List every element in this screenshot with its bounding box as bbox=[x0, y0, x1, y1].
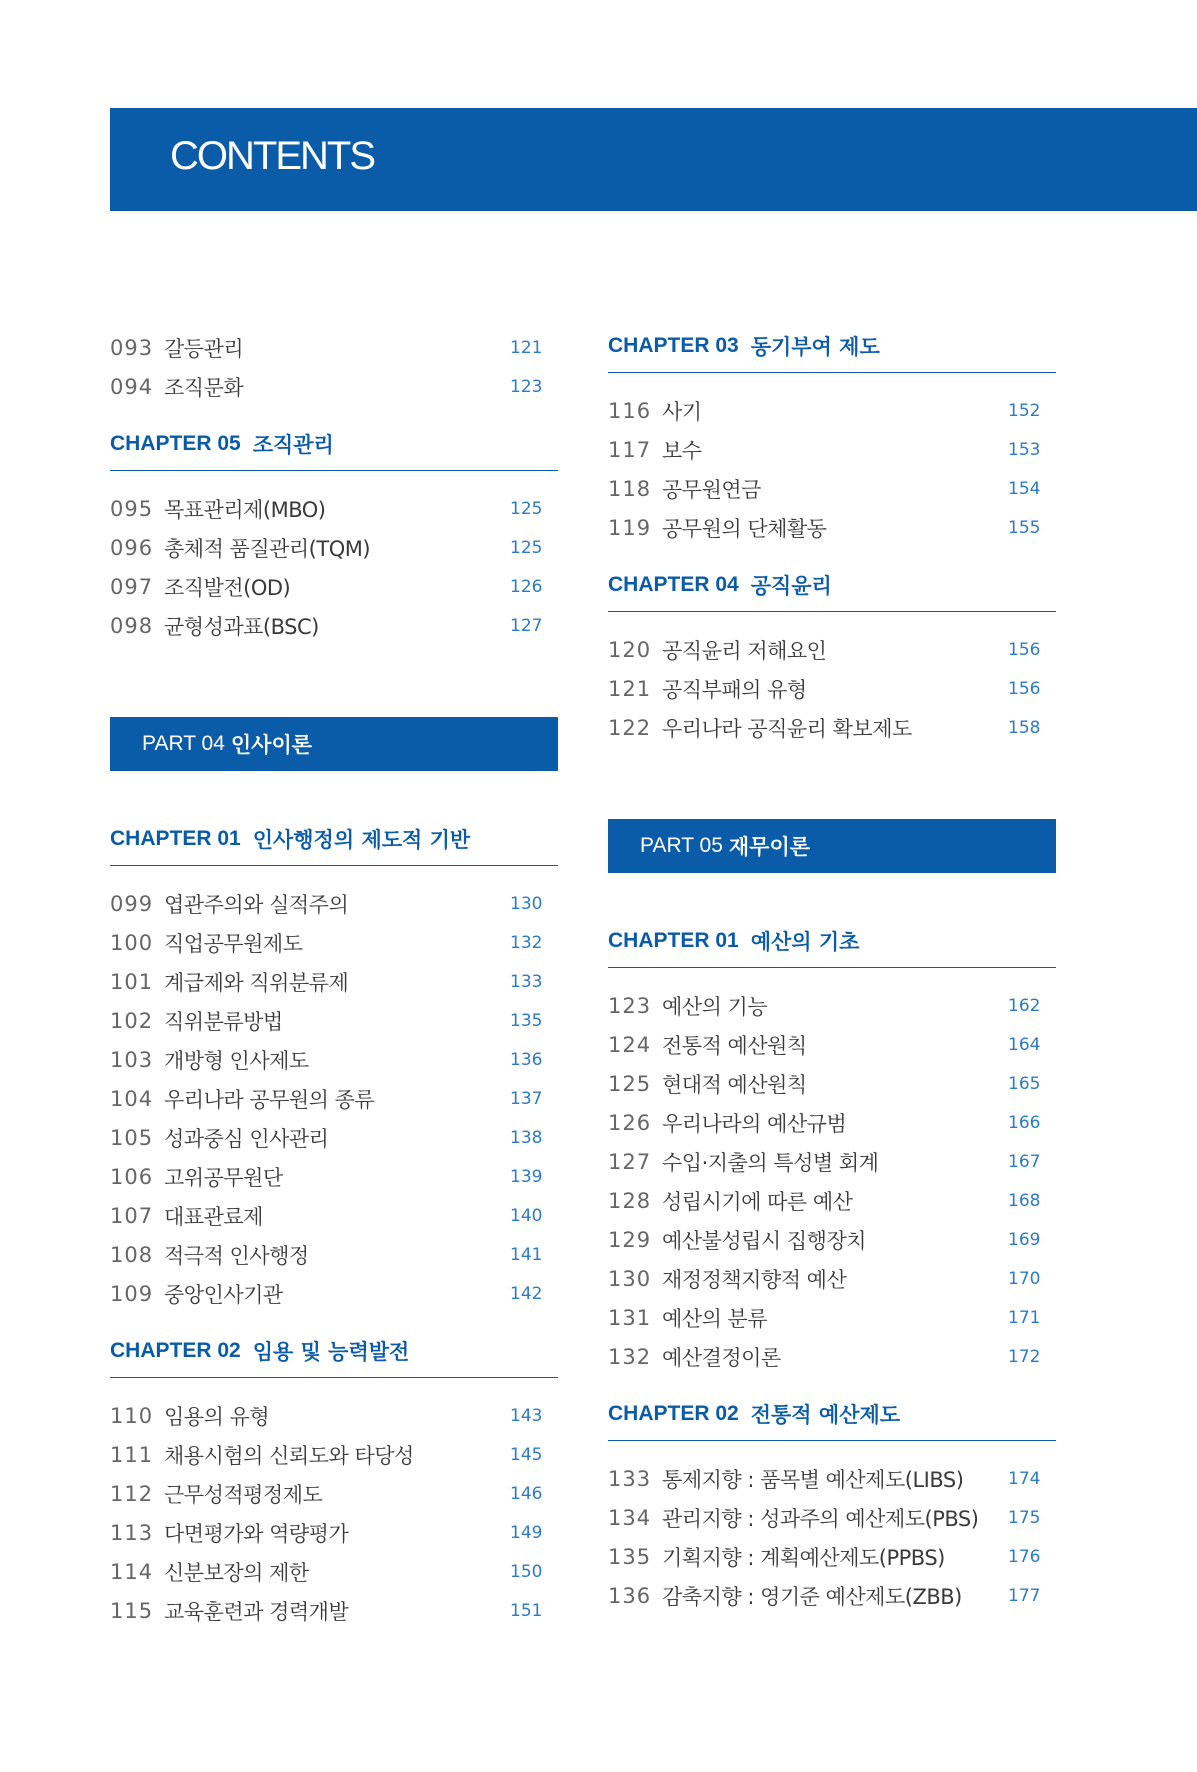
toc-entry[interactable] bbox=[608, 1181, 1056, 1220]
chapter-label: CHAPTER 04 bbox=[608, 573, 739, 596]
toc-entry[interactable] bbox=[608, 1142, 1056, 1181]
entry-title: 예산결정이론 bbox=[662, 1345, 781, 1370]
entry-page: 139 bbox=[510, 1166, 543, 1187]
toc-entry[interactable] bbox=[110, 1001, 558, 1040]
entry-page: 150 bbox=[510, 1561, 543, 1582]
chapter-heading bbox=[608, 1396, 1056, 1441]
toc-entry[interactable] bbox=[110, 1396, 558, 1435]
entry-page: 168 bbox=[1008, 1190, 1041, 1211]
toc-entry[interactable] bbox=[608, 708, 1056, 747]
entry-page: 171 bbox=[1008, 1307, 1041, 1328]
entry-number: 098 bbox=[110, 613, 154, 638]
entry-group bbox=[608, 630, 1056, 747]
entry-page: 175 bbox=[1008, 1507, 1041, 1528]
entry-number: 130 bbox=[608, 1266, 652, 1291]
entry-number: 095 bbox=[110, 496, 154, 521]
toc-entry[interactable] bbox=[608, 986, 1056, 1025]
toc-entry[interactable] bbox=[110, 884, 558, 923]
entry-page: 143 bbox=[510, 1405, 543, 1426]
entry-group bbox=[110, 328, 558, 406]
entry-title: 성과중심 인사관리 bbox=[164, 1126, 329, 1151]
toc-entry[interactable] bbox=[608, 1337, 1056, 1376]
toc-entry[interactable] bbox=[110, 528, 558, 567]
entry-page: 135 bbox=[510, 1010, 543, 1031]
entry-page: 169 bbox=[1008, 1229, 1041, 1250]
toc-entry[interactable] bbox=[608, 1459, 1056, 1498]
toc-entry[interactable] bbox=[110, 328, 558, 367]
toc-entry[interactable] bbox=[608, 1220, 1056, 1259]
entry-title: 사기 bbox=[662, 399, 702, 424]
entry-page: 172 bbox=[1008, 1346, 1041, 1367]
toc-entry[interactable] bbox=[608, 1576, 1056, 1615]
chapter-heading bbox=[110, 821, 558, 866]
entry-page: 126 bbox=[510, 576, 543, 597]
entry-number: 102 bbox=[110, 1008, 154, 1033]
entry-page: 156 bbox=[1008, 639, 1041, 660]
entry-group bbox=[110, 489, 558, 645]
entry-title: 채용시험의 신뢰도와 타당성 bbox=[164, 1443, 414, 1468]
toc-entry[interactable] bbox=[608, 391, 1056, 430]
entry-title: 예산의 분류 bbox=[662, 1306, 768, 1331]
entry-page: 167 bbox=[1008, 1151, 1041, 1172]
entry-number: 096 bbox=[110, 535, 154, 560]
entry-page: 149 bbox=[510, 1522, 543, 1543]
entry-page: 137 bbox=[510, 1088, 543, 1109]
toc-entry[interactable] bbox=[110, 489, 558, 528]
entry-title: 예산의 기능 bbox=[662, 994, 768, 1019]
entry-number: 134 bbox=[608, 1505, 652, 1530]
entry-title: 계급제와 직위분류제 bbox=[164, 970, 349, 995]
entry-title: 공직윤리 저해요인 bbox=[662, 638, 827, 663]
entry-title: 총체적 품질관리(TQM) bbox=[164, 536, 371, 561]
entry-title: 수입·지출의 특성별 회계 bbox=[662, 1150, 879, 1175]
toc-entry[interactable] bbox=[608, 469, 1056, 508]
entry-page: 165 bbox=[1008, 1073, 1041, 1094]
part-label: PART 04 bbox=[142, 732, 225, 755]
part-heading bbox=[608, 819, 1056, 873]
toc-entry[interactable] bbox=[110, 367, 558, 406]
toc-entry[interactable] bbox=[110, 1196, 558, 1235]
entry-title: 공직부패의 유형 bbox=[662, 677, 807, 702]
entry-number: 113 bbox=[110, 1520, 154, 1545]
entry-page: 145 bbox=[510, 1444, 543, 1465]
toc-entry[interactable] bbox=[110, 923, 558, 962]
entry-page: 177 bbox=[1008, 1585, 1041, 1606]
toc-entry[interactable] bbox=[608, 1259, 1056, 1298]
entry-title: 보수 bbox=[662, 438, 702, 463]
toc-entry[interactable] bbox=[608, 1103, 1056, 1142]
entry-page: 170 bbox=[1008, 1268, 1041, 1289]
entry-group bbox=[608, 1459, 1056, 1615]
entry-title: 신분보장의 제한 bbox=[164, 1560, 309, 1585]
entry-number: 121 bbox=[608, 676, 652, 701]
entry-number: 109 bbox=[110, 1281, 154, 1306]
entry-number: 115 bbox=[110, 1598, 154, 1623]
entry-title: 교육훈련과 경력개발 bbox=[164, 1599, 349, 1624]
entry-title: 공무원의 단체활동 bbox=[662, 516, 827, 541]
entry-number: 133 bbox=[608, 1466, 652, 1491]
part-heading bbox=[110, 717, 558, 771]
toc-entry[interactable] bbox=[110, 1079, 558, 1118]
entry-title: 직위분류방법 bbox=[164, 1009, 283, 1034]
entry-group bbox=[608, 986, 1056, 1376]
entry-title: 임용의 유형 bbox=[164, 1404, 270, 1429]
entry-number: 104 bbox=[110, 1086, 154, 1111]
entry-page: 174 bbox=[1008, 1468, 1041, 1489]
entry-number: 132 bbox=[608, 1344, 652, 1369]
entry-page: 133 bbox=[510, 971, 543, 992]
entry-number: 106 bbox=[110, 1164, 154, 1189]
toc-entry[interactable] bbox=[110, 1591, 558, 1630]
entry-number: 097 bbox=[110, 574, 154, 599]
entry-title: 현대적 예산원칙 bbox=[662, 1072, 807, 1097]
entry-number: 126 bbox=[608, 1110, 652, 1135]
entry-title: 전통적 예산원칙 bbox=[662, 1033, 807, 1058]
entry-number: 114 bbox=[110, 1559, 154, 1584]
chapter-label: CHAPTER 01 bbox=[110, 827, 241, 850]
entry-page: 132 bbox=[510, 932, 543, 953]
toc-entry[interactable] bbox=[608, 630, 1056, 669]
toc-entry[interactable] bbox=[110, 1118, 558, 1157]
toc-entry[interactable] bbox=[110, 962, 558, 1001]
left-column bbox=[110, 328, 558, 1630]
chapter-heading bbox=[110, 426, 558, 471]
entry-title: 공무원연금 bbox=[662, 477, 761, 502]
entry-number: 105 bbox=[110, 1125, 154, 1150]
entry-page: 123 bbox=[510, 376, 543, 397]
entry-page: 176 bbox=[1008, 1546, 1041, 1567]
entry-page: 130 bbox=[510, 893, 543, 914]
entry-group bbox=[110, 1396, 558, 1630]
chapter-heading bbox=[608, 567, 1056, 612]
entry-group bbox=[110, 884, 558, 1313]
contents-banner bbox=[110, 108, 1197, 211]
chapter-label: CHAPTER 02 bbox=[608, 1402, 739, 1425]
entry-title: 갈등관리 bbox=[164, 336, 244, 361]
entry-title: 개방형 인사제도 bbox=[164, 1048, 309, 1073]
entry-page: 136 bbox=[510, 1049, 543, 1070]
toc-entry[interactable] bbox=[608, 1298, 1056, 1337]
part-label: PART 05 bbox=[640, 834, 723, 857]
entry-number: 101 bbox=[110, 969, 154, 994]
entry-number: 093 bbox=[110, 335, 154, 360]
chapter-heading bbox=[608, 328, 1056, 373]
entry-page: 166 bbox=[1008, 1112, 1041, 1133]
entry-title: 우리나라 공직윤리 확보제도 bbox=[662, 716, 912, 741]
entry-title: 목표관리제(MBO) bbox=[164, 497, 326, 522]
entry-title: 성립시기에 따른 예산 bbox=[662, 1189, 853, 1214]
chapter-heading bbox=[608, 923, 1056, 968]
entry-number: 119 bbox=[608, 515, 652, 540]
entry-group bbox=[608, 391, 1056, 547]
entry-number: 117 bbox=[608, 437, 652, 462]
chapter-heading bbox=[110, 1333, 558, 1378]
entry-page: 164 bbox=[1008, 1034, 1041, 1055]
entry-page: 125 bbox=[510, 537, 543, 558]
toc-entry[interactable] bbox=[110, 1040, 558, 1079]
chapter-name: 동기부여 제도 bbox=[750, 335, 880, 359]
entry-page: 146 bbox=[510, 1483, 543, 1504]
entry-number: 107 bbox=[110, 1203, 154, 1228]
chapter-label: CHAPTER 01 bbox=[608, 929, 739, 952]
entry-page: 141 bbox=[510, 1244, 543, 1265]
toc-entry[interactable] bbox=[608, 508, 1056, 547]
entry-title: 중앙인사기관 bbox=[164, 1282, 283, 1307]
entry-page: 125 bbox=[510, 498, 543, 519]
toc-entry[interactable] bbox=[608, 1064, 1056, 1103]
entry-page: 142 bbox=[510, 1283, 543, 1304]
chapter-name: 공직윤리 bbox=[750, 574, 832, 598]
entry-title: 대표관료제 bbox=[164, 1204, 263, 1229]
chapter-name: 임용 및 능력발전 bbox=[252, 1340, 410, 1364]
part-name: 재무이론 bbox=[728, 835, 811, 859]
entry-page: 151 bbox=[510, 1600, 543, 1621]
entry-title: 조직문화 bbox=[164, 375, 244, 400]
chapter-label: CHAPTER 02 bbox=[110, 1339, 241, 1362]
chapter-name: 예산의 기초 bbox=[750, 930, 860, 954]
entry-title: 감축지향 : 영기준 예산제도(ZBB) bbox=[662, 1584, 962, 1609]
entry-page: 162 bbox=[1008, 995, 1041, 1016]
entry-title: 관리지향 : 성과주의 예산제도(PBS) bbox=[662, 1506, 979, 1531]
toc-entry[interactable] bbox=[110, 606, 558, 645]
entry-number: 103 bbox=[110, 1047, 154, 1072]
entry-page: 154 bbox=[1008, 478, 1041, 499]
entry-title: 통제지향 : 품목별 예산제도(LIBS) bbox=[662, 1467, 964, 1492]
entry-page: 140 bbox=[510, 1205, 543, 1226]
toc-entry[interactable] bbox=[110, 567, 558, 606]
entry-number: 110 bbox=[110, 1403, 154, 1428]
toc-entry[interactable] bbox=[110, 1274, 558, 1313]
entry-title: 균형성과표(BSC) bbox=[164, 614, 319, 639]
entry-number: 120 bbox=[608, 637, 652, 662]
entry-page: 155 bbox=[1008, 517, 1041, 538]
entry-number: 116 bbox=[608, 398, 652, 423]
entry-number: 124 bbox=[608, 1032, 652, 1057]
entry-page: 138 bbox=[510, 1127, 543, 1148]
entry-page: 121 bbox=[510, 337, 543, 358]
toc-entry[interactable] bbox=[110, 1157, 558, 1196]
part-name: 인사이론 bbox=[230, 733, 313, 757]
entry-title: 예산불성립시 집행장치 bbox=[662, 1228, 867, 1253]
entry-number: 125 bbox=[608, 1071, 652, 1096]
entry-number: 136 bbox=[608, 1583, 652, 1608]
entry-title: 우리나라의 예산규범 bbox=[662, 1111, 847, 1136]
entry-number: 100 bbox=[110, 930, 154, 955]
entry-number: 118 bbox=[608, 476, 652, 501]
entry-title: 다면평가와 역량평가 bbox=[164, 1521, 349, 1546]
entry-number: 127 bbox=[608, 1149, 652, 1174]
toc-entry[interactable] bbox=[608, 669, 1056, 708]
toc-entry[interactable] bbox=[608, 1498, 1056, 1537]
toc-entry[interactable] bbox=[110, 1474, 558, 1513]
toc-entry[interactable] bbox=[110, 1235, 558, 1274]
toc-entry[interactable] bbox=[110, 1513, 558, 1552]
entry-number: 108 bbox=[110, 1242, 154, 1267]
entry-page: 152 bbox=[1008, 400, 1041, 421]
chapter-name: 전통적 예산제도 bbox=[750, 1403, 901, 1427]
entry-title: 기획지향 : 계획예산제도(PPBS) bbox=[662, 1545, 945, 1570]
entry-number: 123 bbox=[608, 993, 652, 1018]
chapter-name: 인사행정의 제도적 기반 bbox=[252, 828, 471, 852]
entry-title: 조직발전(OD) bbox=[164, 575, 291, 600]
entry-number: 135 bbox=[608, 1544, 652, 1569]
entry-number: 111 bbox=[110, 1442, 154, 1467]
entry-title: 적극적 인사행정 bbox=[164, 1243, 309, 1268]
entry-number: 129 bbox=[608, 1227, 652, 1252]
entry-number: 112 bbox=[110, 1481, 154, 1506]
entry-page: 156 bbox=[1008, 678, 1041, 699]
entry-number: 128 bbox=[608, 1188, 652, 1213]
entry-page: 153 bbox=[1008, 439, 1041, 460]
toc-entry[interactable] bbox=[608, 430, 1056, 469]
entry-title: 우리나라 공무원의 종류 bbox=[164, 1087, 375, 1112]
entry-number: 099 bbox=[110, 891, 154, 916]
chapter-label: CHAPTER 03 bbox=[608, 334, 739, 357]
entry-number: 122 bbox=[608, 715, 652, 740]
toc-entry[interactable] bbox=[110, 1552, 558, 1591]
entry-title: 고위공무원단 bbox=[164, 1165, 283, 1190]
toc-entry[interactable] bbox=[608, 1025, 1056, 1064]
entry-number: 094 bbox=[110, 374, 154, 399]
entry-number: 131 bbox=[608, 1305, 652, 1330]
entry-title: 엽관주의와 실적주의 bbox=[164, 892, 349, 917]
page-title: CONTENTS bbox=[170, 134, 374, 178]
entry-page: 127 bbox=[510, 615, 543, 636]
toc-entry[interactable] bbox=[110, 1435, 558, 1474]
toc-entry[interactable] bbox=[608, 1537, 1056, 1576]
entry-title: 재정정책지향적 예산 bbox=[662, 1267, 847, 1292]
right-column bbox=[608, 328, 1056, 1615]
chapter-label: CHAPTER 05 bbox=[110, 432, 241, 455]
entry-title: 근무성적평정제도 bbox=[164, 1482, 323, 1507]
entry-page: 158 bbox=[1008, 717, 1041, 738]
chapter-name: 조직관리 bbox=[252, 433, 334, 457]
entry-title: 직업공무원제도 bbox=[164, 931, 303, 956]
